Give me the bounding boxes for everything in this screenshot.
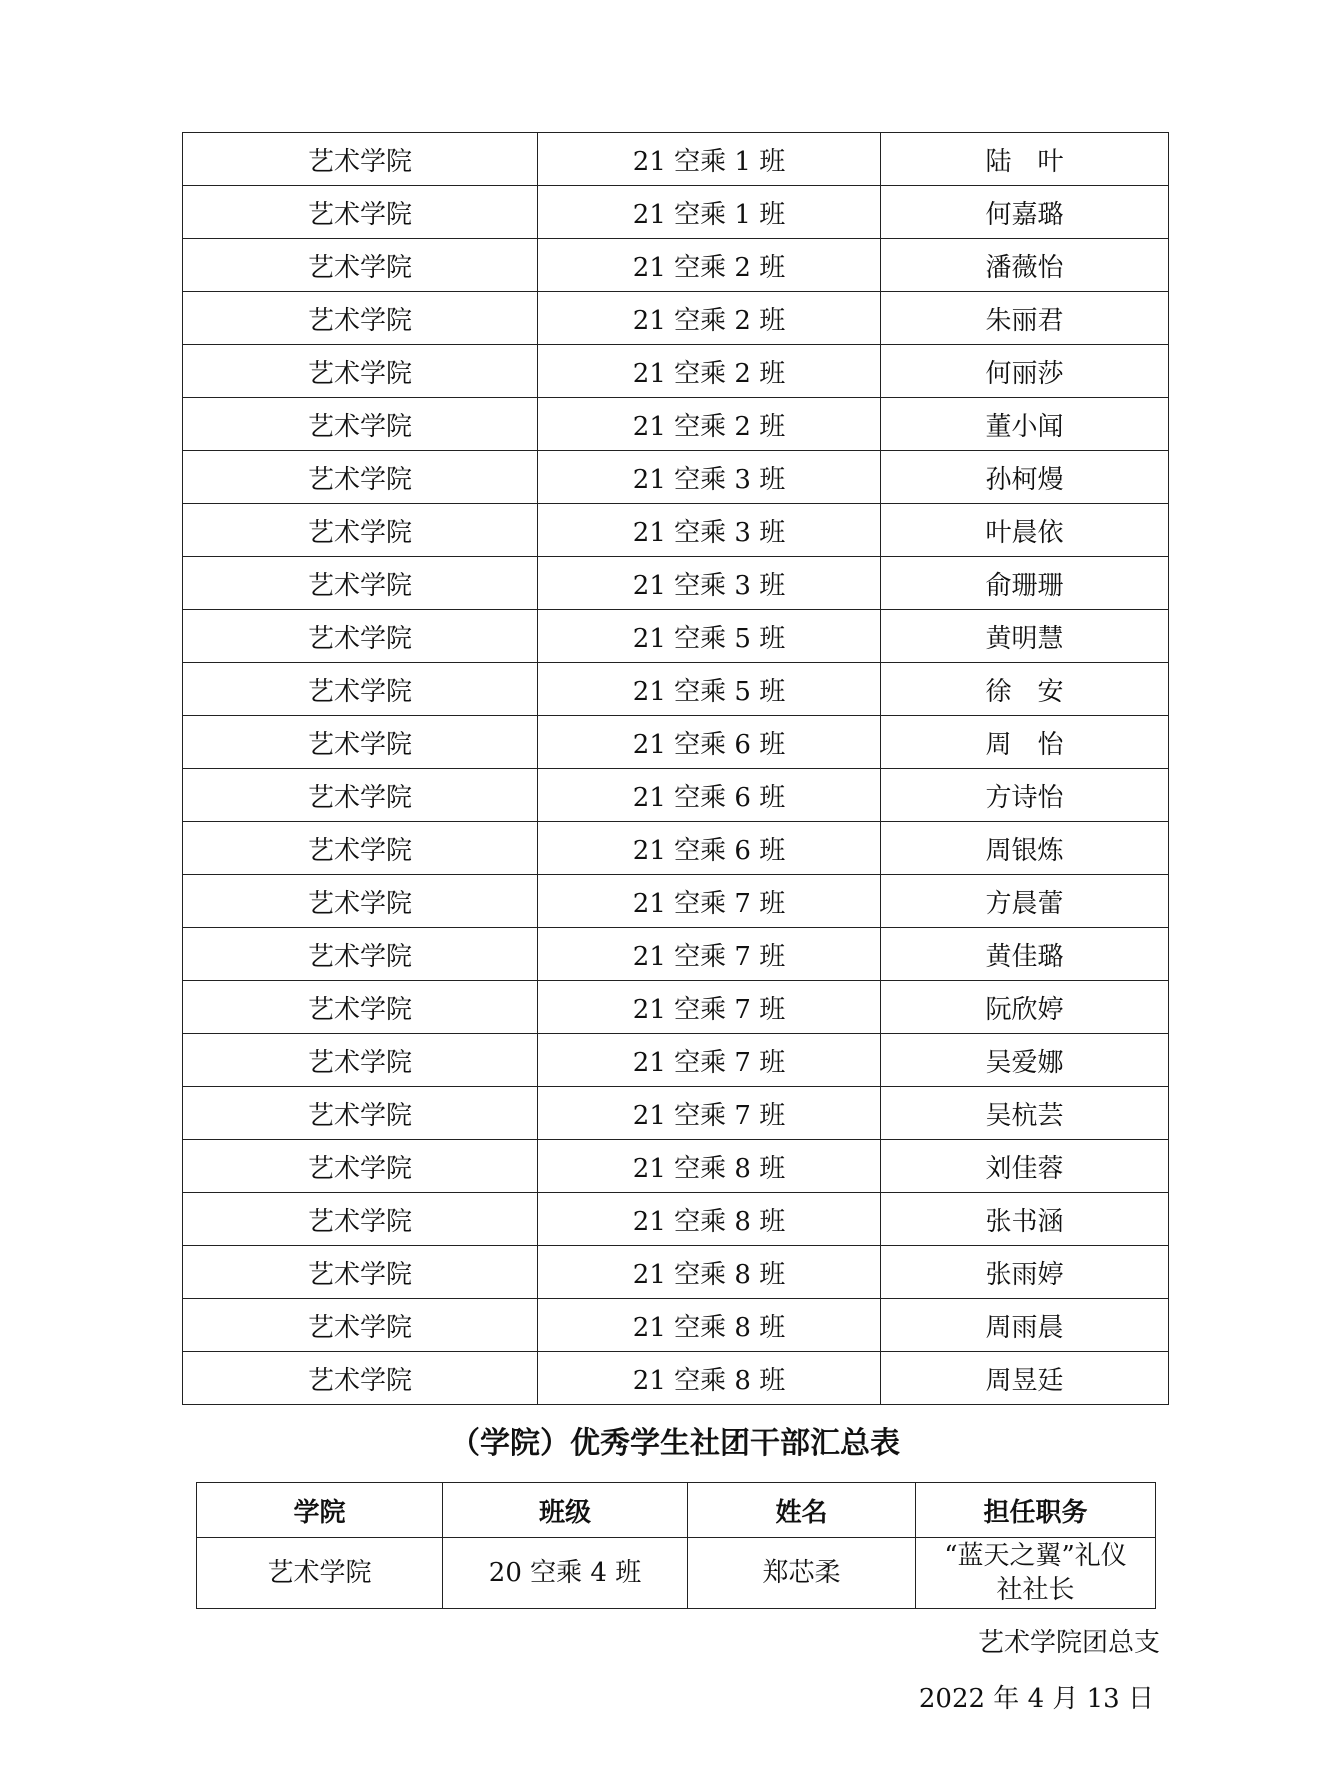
cell-class: 21 空乘 7 班 [538,981,881,1034]
cell-college: 艺术学院 [183,1352,538,1405]
table-row [183,451,1169,504]
cell-class: 21 空乘 3 班 [538,557,881,610]
cell-class: 21 空乘 7 班 [538,1034,881,1087]
cell-class: 21 空乘 5 班 [538,610,881,663]
cell-class: 21 空乘 8 班 [538,1299,881,1352]
table-row [183,133,1169,186]
duty-line-1: “蓝天之翼”礼仪 [944,1541,1127,1571]
summary-row [197,1538,1156,1609]
table-row [183,1352,1169,1405]
cell-name: 黄明慧 [881,610,1169,663]
cell-college: 艺术学院 [183,1140,538,1193]
table-row [183,398,1169,451]
summary-cell-duty [916,1538,1156,1609]
student-list-body [183,133,1169,1405]
cell-name: 俞珊珊 [881,557,1169,610]
cell-class: 21 空乘 5 班 [538,663,881,716]
cell-college: 艺术学院 [183,875,538,928]
table-row [183,610,1169,663]
summary-cell-name: 郑芯柔 [688,1538,916,1609]
cell-name: 何丽莎 [881,345,1169,398]
cell-name: 朱丽君 [881,292,1169,345]
header-name: 姓名 [688,1483,916,1538]
cell-college: 艺术学院 [183,610,538,663]
cell-name: 刘佳蓉 [881,1140,1169,1193]
cell-college: 艺术学院 [183,186,538,239]
table-row [183,239,1169,292]
cell-name: 周昱廷 [881,1352,1169,1405]
cell-college: 艺术学院 [183,1246,538,1299]
table-row [183,875,1169,928]
cell-name: 吴爱娜 [881,1034,1169,1087]
cell-class: 21 空乘 8 班 [538,1193,881,1246]
cell-class: 21 空乘 6 班 [538,769,881,822]
summary-table [196,1482,1156,1609]
signature-date: 2022 年 4 月 13 日 [918,1684,1154,1714]
cell-name: 周 怡 [881,716,1169,769]
table-row [183,1246,1169,1299]
table-row [183,557,1169,610]
table-row [183,716,1169,769]
cell-name: 孙柯熳 [881,451,1169,504]
cell-name: 潘薇怡 [881,239,1169,292]
cell-class: 21 空乘 3 班 [538,504,881,557]
cell-college: 艺术学院 [183,345,538,398]
summary-cell-college: 艺术学院 [197,1538,443,1609]
cell-college: 艺术学院 [183,1034,538,1087]
cell-college: 艺术学院 [183,822,538,875]
cell-name: 吴杭芸 [881,1087,1169,1140]
cell-college: 艺术学院 [183,663,538,716]
cell-class: 21 空乘 7 班 [538,928,881,981]
cell-name: 何嘉璐 [881,186,1169,239]
cell-name: 张雨婷 [881,1246,1169,1299]
cell-name: 阮欣婷 [881,981,1169,1034]
cell-class: 21 空乘 2 班 [538,345,881,398]
summary-title: （学院）优秀学生社团干部汇总表 [450,1426,900,1461]
table-row [183,663,1169,716]
cell-college: 艺术学院 [183,133,538,186]
cell-college: 艺术学院 [183,716,538,769]
table-row [183,1140,1169,1193]
table-row [183,345,1169,398]
signature-org: 艺术学院团总支 [977,1628,1160,1658]
cell-class: 21 空乘 1 班 [538,133,881,186]
cell-class: 21 空乘 2 班 [538,398,881,451]
cell-college: 艺术学院 [183,1299,538,1352]
cell-name: 董小闻 [881,398,1169,451]
cell-college: 艺术学院 [183,1193,538,1246]
cell-class: 21 空乘 2 班 [538,239,881,292]
cell-college: 艺术学院 [183,239,538,292]
cell-name: 徐 安 [881,663,1169,716]
cell-class: 21 空乘 6 班 [538,716,881,769]
cell-class: 21 空乘 8 班 [538,1246,881,1299]
cell-college: 艺术学院 [183,981,538,1034]
duty-line-2: 社社长 [996,1575,1075,1605]
cell-name: 周雨晨 [881,1299,1169,1352]
table-row [183,769,1169,822]
table-row [183,822,1169,875]
cell-class: 21 空乘 2 班 [538,292,881,345]
cell-class: 21 空乘 7 班 [538,1087,881,1140]
cell-name: 陆 叶 [881,133,1169,186]
cell-name: 叶晨依 [881,504,1169,557]
table-row [183,1087,1169,1140]
header-duty: 担任职务 [916,1483,1156,1538]
cell-class: 21 空乘 3 班 [538,451,881,504]
cell-college: 艺术学院 [183,398,538,451]
summary-header-row [197,1483,1156,1538]
student-list-table [182,132,1169,1405]
cell-name: 周银炼 [881,822,1169,875]
table-row [183,981,1169,1034]
cell-college: 艺术学院 [183,292,538,345]
cell-class: 21 空乘 6 班 [538,822,881,875]
cell-name: 方晨蕾 [881,875,1169,928]
cell-name: 张书涵 [881,1193,1169,1246]
table-row [183,504,1169,557]
cell-college: 艺术学院 [183,928,538,981]
cell-college: 艺术学院 [183,557,538,610]
table-row [183,1299,1169,1352]
summary-cell-class: 20 空乘 4 班 [443,1538,688,1609]
cell-college: 艺术学院 [183,504,538,557]
cell-class: 21 空乘 8 班 [538,1352,881,1405]
table-row [183,292,1169,345]
cell-class: 21 空乘 7 班 [538,875,881,928]
table-row [183,1193,1169,1246]
header-college: 学院 [197,1483,443,1538]
cell-name: 黄佳璐 [881,928,1169,981]
cell-class: 21 空乘 1 班 [538,186,881,239]
header-class: 班级 [443,1483,688,1538]
cell-class: 21 空乘 8 班 [538,1140,881,1193]
table-row [183,928,1169,981]
cell-college: 艺术学院 [183,451,538,504]
cell-college: 艺术学院 [183,1087,538,1140]
table-row [183,186,1169,239]
cell-college: 艺术学院 [183,769,538,822]
cell-name: 方诗怡 [881,769,1169,822]
table-row [183,1034,1169,1087]
